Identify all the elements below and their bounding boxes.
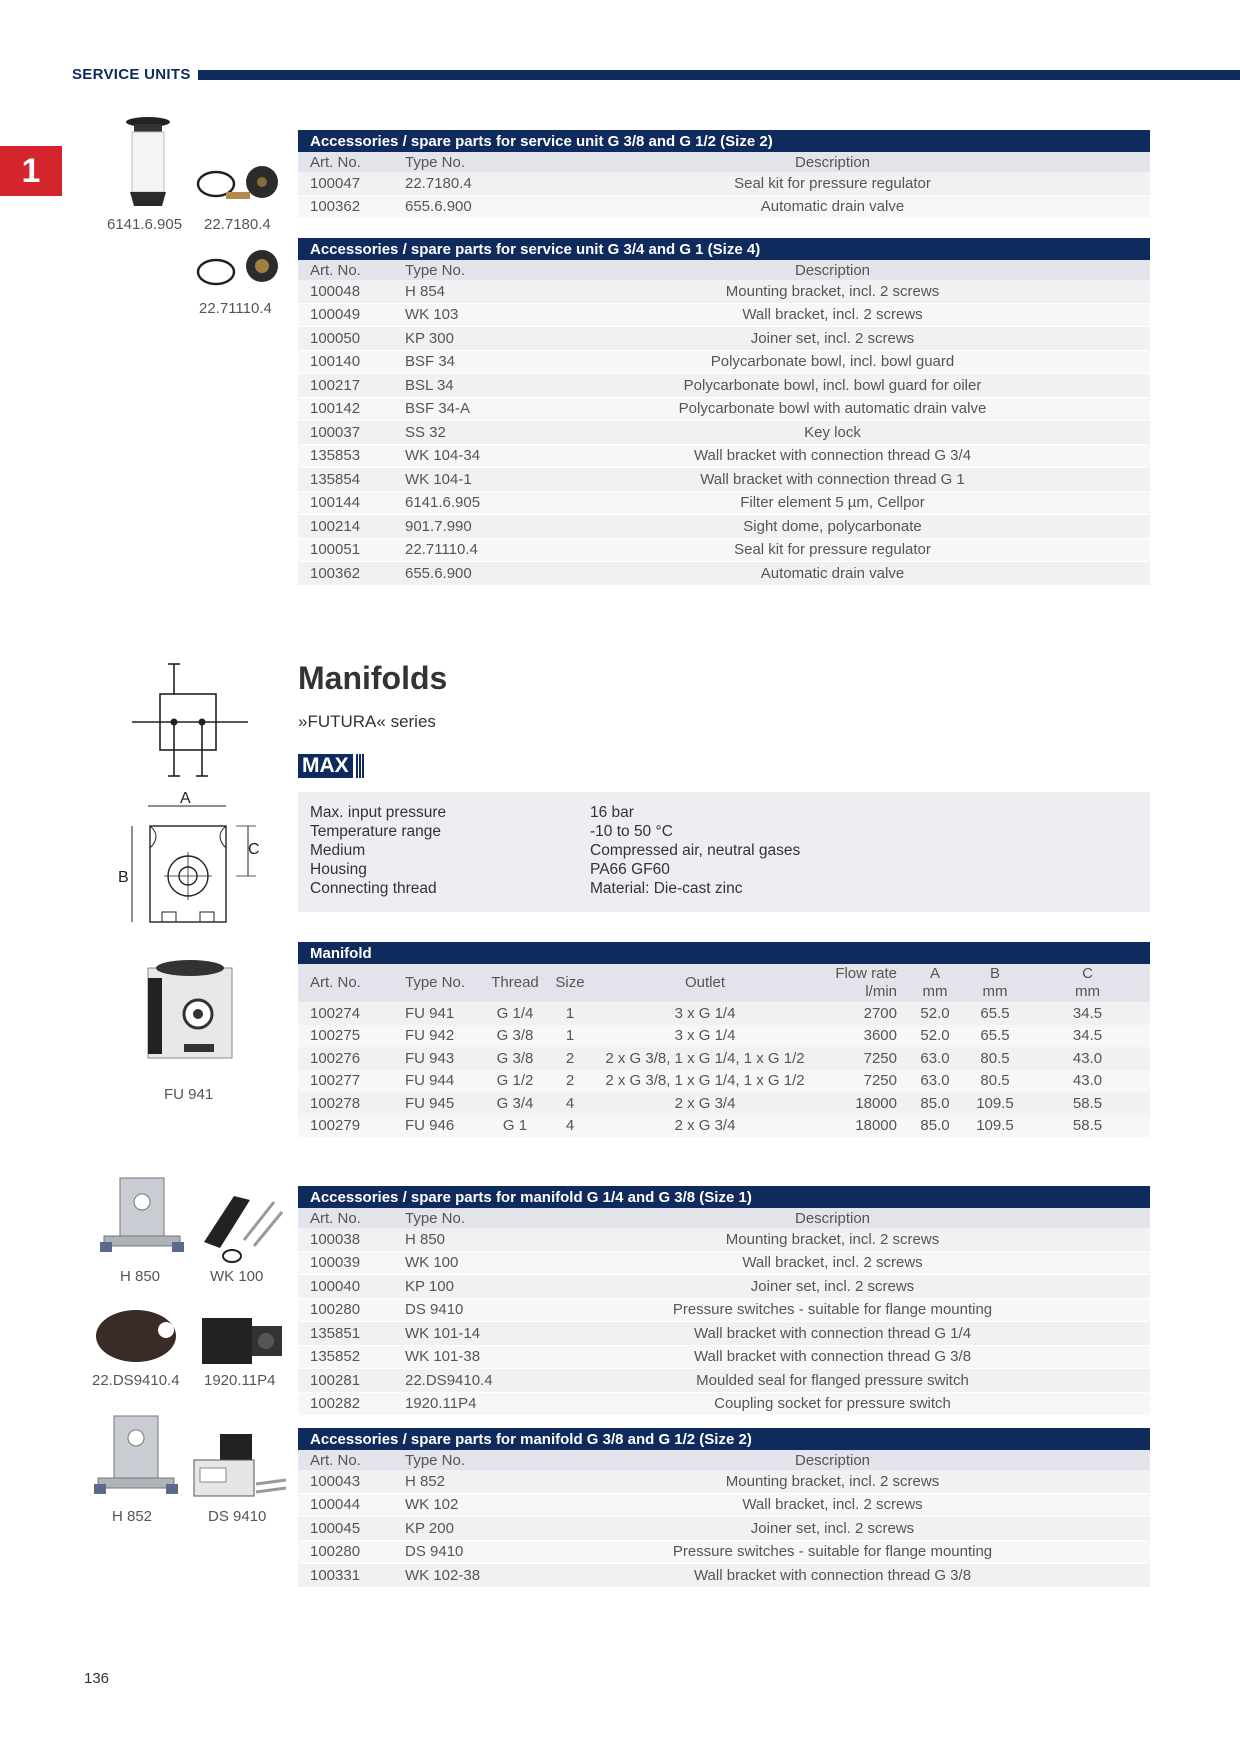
cell-type-no: FU 945 [405,1092,485,1115]
cell-art-no: 100047 [298,172,405,195]
cell-size: 1 [545,1025,595,1048]
cell-type-no: WK 104-1 [405,468,515,492]
cell-description: Wall bracket, incl. 2 screws [515,303,1150,327]
cell-type-no: BSL 34 [405,374,515,398]
spare-parts-table-manifold-size1 [298,1186,1150,1416]
manifold-table [298,942,1150,1137]
cell-type-no: KP 200 [405,1517,515,1541]
col-header-description: Description [515,260,1150,280]
section-title: Manifolds [298,660,448,696]
cell-description: Wall bracket with connection thread G 1 [515,468,1150,492]
table-row [298,1025,1150,1048]
table-row [298,468,1150,492]
cell-outlet: 2 x G 3/8, 1 x G 1/4, 1 x G 1/2 [595,1070,815,1093]
spec-label: Max. input pressure [310,804,447,821]
header-unit: l/min [865,983,897,1000]
table-row [298,327,1150,351]
cell-type-no: 22.DS9410.4 [405,1369,515,1393]
cell-type-no: KP 100 [405,1275,515,1299]
table-row [298,562,1150,586]
table-row [298,1228,1150,1251]
cell-description: Seal kit for pressure regulator [515,538,1150,562]
mounting-bracket-icon [100,1176,184,1258]
cell-art-no: 100037 [298,421,405,445]
pressure-switch-icon [190,1430,290,1502]
image-caption: 22.71110.4 [199,300,272,317]
cell-b: 109.5 [965,1092,1025,1115]
col-header-a [905,964,965,1002]
cell-outlet: 2 x G 3/4 [595,1115,815,1138]
header-unit: mm [922,983,948,1000]
table-row [298,1092,1150,1115]
cell-size: 1 [545,1002,595,1025]
cell-c: 58.5 [1025,1115,1150,1138]
cell-c: 34.5 [1025,1002,1150,1025]
badge-stripes [356,754,364,778]
cell-description: Automatic drain valve [515,562,1150,586]
spec-label: Temperature range [310,823,441,840]
cell-type-no: FU 946 [405,1115,485,1138]
cell-description: Sight dome, polycarbonate [515,515,1150,539]
spec-label: Connecting thread [310,880,437,897]
cell-type-no: 22.71110.4 [405,538,515,562]
cell-thread: G 3/8 [485,1025,545,1048]
cell-a: 85.0 [905,1115,965,1138]
section-label: SERVICE UNITS [72,66,191,83]
col-header-art-no: Art. No. [298,964,405,1002]
spec-value: Material: Die-cast zinc [590,880,743,897]
cell-type-no: FU 943 [405,1047,485,1070]
col-header-art-no: Art. No. [298,152,405,172]
cell-type-no: FU 944 [405,1070,485,1093]
cell-type-no: SS 32 [405,421,515,445]
cell-b: 80.5 [965,1070,1025,1093]
table-row [298,1564,1150,1588]
table-row [298,280,1150,303]
cell-art-no: 100140 [298,350,405,374]
cell-art-no: 100048 [298,280,405,303]
table-title: Accessories / spare parts for manifold G 3/8 and G 1/2 (Size 2) [298,1428,1150,1450]
table-row [298,1540,1150,1564]
dimension-label-b: B [118,869,129,886]
cell-art-no: 135853 [298,444,405,468]
cell-type-no: BSF 34-A [405,397,515,421]
table-row [298,1369,1150,1393]
cell-type-no: 22.7180.4 [405,172,515,195]
col-header-flow-rate [815,964,905,1002]
cell-art-no: 100274 [298,1002,405,1025]
cell-size: 4 [545,1115,595,1138]
spec-value: Compressed air, neutral gases [590,842,801,859]
cell-description: Pressure switches - suitable for flange mounting [515,1298,1150,1322]
col-header-thread: Thread [485,964,545,1002]
cell-description: Wall bracket, incl. 2 screws [515,1251,1150,1275]
cell-description: Automatic drain valve [515,195,1150,219]
col-header-type-no: Type No. [405,1208,515,1228]
cell-type-no: BSF 34 [405,350,515,374]
cell-art-no: 100144 [298,491,405,515]
col-header-type-no: Type No. [405,260,515,280]
table-row [298,397,1150,421]
table-row [298,1115,1150,1138]
cell-art-no: 100362 [298,195,405,219]
cell-art-no: 100331 [298,1564,405,1588]
table-row [298,1517,1150,1541]
table-row [298,1392,1150,1416]
table-row [298,538,1150,562]
col-header-art-no: Art. No. [298,1208,405,1228]
cell-description: Pressure switches - suitable for flange mounting [515,1540,1150,1564]
page-number: 136 [84,1670,110,1687]
header-bar [198,70,1240,80]
cell-art-no: 100276 [298,1047,405,1070]
table-title: Accessories / spare parts for service unit G 3/8 and G 1/2 (Size 2) [298,130,1150,152]
cell-type-no: WK 102 [405,1493,515,1517]
spare-parts-table-manifold-size2 [298,1428,1150,1588]
cell-type-no: KP 300 [405,327,515,351]
table-row [298,1493,1150,1517]
cell-size: 2 [545,1047,595,1070]
cell-type-no: 655.6.900 [405,562,515,586]
cell-description: Joiner set, incl. 2 screws [515,327,1150,351]
image-caption: H 852 [112,1508,153,1525]
cell-flow-rate: 2700 [815,1002,905,1025]
spec-value: 16 bar [590,804,634,821]
table-row [298,491,1150,515]
cell-art-no: 100275 [298,1025,405,1048]
table-row [298,374,1150,398]
coupling-socket-icon [200,1312,286,1368]
spare-parts-table-size2 [298,130,1150,219]
dimension-label-c: C [248,841,260,858]
max-badge: MAX [298,754,353,778]
cell-outlet: 2 x G 3/4 [595,1092,815,1115]
cell-type-no: 655.6.900 [405,195,515,219]
cell-size: 4 [545,1092,595,1115]
table-title: Accessories / spare parts for service unit G 3/4 and G 1 (Size 4) [298,238,1150,260]
cell-description: Wall bracket with connection thread G 1/4 [515,1322,1150,1346]
image-caption: DS 9410 [208,1508,267,1525]
table-row [298,195,1150,219]
cell-thread: G 3/8 [485,1047,545,1070]
cell-art-no: 100217 [298,374,405,398]
cell-a: 63.0 [905,1070,965,1093]
cell-type-no: H 852 [405,1470,515,1493]
manifold-product-icon [144,958,236,1062]
col-header-type-no: Type No. [405,1450,515,1470]
table-row [298,1345,1150,1369]
cell-description: Wall bracket with connection thread G 3/8 [515,1564,1150,1588]
spec-label: Medium [310,842,366,859]
cell-type-no: FU 942 [405,1025,485,1048]
cell-c: 34.5 [1025,1025,1150,1048]
cell-art-no: 100051 [298,538,405,562]
cell-art-no: 100142 [298,397,405,421]
cell-art-no: 100214 [298,515,405,539]
cell-description: Wall bracket with connection thread G 3/4 [515,444,1150,468]
cell-art-no: 100280 [298,1298,405,1322]
col-header-type-no: Type No. [405,964,485,1002]
table-title: Manifold [298,942,1150,964]
dimension-label-a: A [180,790,191,807]
cell-b: 65.5 [965,1002,1025,1025]
col-header-art-no: Art. No. [298,1450,405,1470]
cell-b: 109.5 [965,1115,1025,1138]
cell-art-no: 100278 [298,1092,405,1115]
image-caption: 1920.11P4 [204,1372,276,1389]
col-header-description: Description [515,1450,1150,1470]
cell-outlet: 3 x G 1/4 [595,1025,815,1048]
cell-description: Mounting bracket, incl. 2 screws [515,1470,1150,1493]
header-line: A [929,965,940,982]
table-row [298,303,1150,327]
cell-description: Wall bracket, incl. 2 screws [515,1493,1150,1517]
col-header-description: Description [515,1208,1150,1228]
chapter-tab: 1 [0,146,62,196]
col-header-outlet: Outlet [595,964,815,1002]
header-line: C [1082,965,1093,982]
cell-art-no: 100281 [298,1369,405,1393]
cell-description: Mounting bracket, incl. 2 screws [515,1228,1150,1251]
header-unit: mm [982,983,1008,1000]
specs-box [298,792,1150,912]
cell-flow-rate: 18000 [815,1115,905,1138]
cell-b: 80.5 [965,1047,1025,1070]
table-row [298,1298,1150,1322]
cell-art-no: 135851 [298,1322,405,1346]
cell-description: Polycarbonate bowl with automatic drain valve [515,397,1150,421]
image-caption: FU 941 [164,1086,214,1103]
cell-type-no: 6141.6.905 [405,491,515,515]
cell-c: 58.5 [1025,1092,1150,1115]
cell-a: 52.0 [905,1002,965,1025]
cell-flow-rate: 3600 [815,1025,905,1048]
cell-description: Filter element 5 µm, Cellpor [515,491,1150,515]
header-line: B [989,965,1000,982]
table-row [298,1470,1150,1493]
cell-outlet: 2 x G 3/8, 1 x G 1/4, 1 x G 1/2 [595,1047,815,1070]
cell-art-no: 100050 [298,327,405,351]
cell-description: Mounting bracket, incl. 2 screws [515,280,1150,303]
table-row [298,172,1150,195]
col-header-art-no: Art. No. [298,260,405,280]
cell-flow-rate: 18000 [815,1092,905,1115]
table-row [298,1275,1150,1299]
cell-type-no: WK 100 [405,1251,515,1275]
cell-description: Joiner set, incl. 2 screws [515,1275,1150,1299]
cell-flow-rate: 7250 [815,1047,905,1070]
mounting-bracket-icon [94,1414,178,1502]
cell-thread: G 1 [485,1115,545,1138]
cell-description: Coupling socket for pressure switch [515,1392,1150,1416]
cell-thread: G 1/2 [485,1070,545,1093]
cell-type-no: WK 101-38 [405,1345,515,1369]
header-unit: mm [1075,983,1100,1000]
cell-type-no: WK 104-34 [405,444,515,468]
cell-art-no: 100040 [298,1275,405,1299]
cell-art-no: 100277 [298,1070,405,1093]
cell-art-no: 100039 [298,1251,405,1275]
cell-type-no: WK 103 [405,303,515,327]
image-caption: 22.7180.4 [204,216,271,233]
cell-b: 65.5 [965,1025,1025,1048]
cell-art-no: 100044 [298,1493,405,1517]
col-header-b [965,964,1025,1002]
table-row [298,350,1150,374]
cell-type-no: H 850 [405,1228,515,1251]
cell-a: 52.0 [905,1025,965,1048]
cell-type-no: H 854 [405,280,515,303]
series-label: »FUTURA« series [298,712,436,731]
cell-thread: G 3/4 [485,1092,545,1115]
cell-description: Key lock [515,421,1150,445]
spec-value: PA66 GF60 [590,861,670,878]
spec-value: -10 to 50 °C [590,823,673,840]
cell-a: 85.0 [905,1092,965,1115]
cell-art-no: 100038 [298,1228,405,1251]
cell-c: 43.0 [1025,1070,1150,1093]
cell-size: 2 [545,1070,595,1093]
cell-art-no: 100362 [298,562,405,586]
manifold-symbol-icon [132,664,248,778]
cell-description: Polycarbonate bowl, incl. bowl guard for oiler [515,374,1150,398]
table-title: Accessories / spare parts for manifold G 1/4 and G 3/8 (Size 1) [298,1186,1150,1208]
seal-kit-icon [196,166,284,210]
cell-type-no: WK 102-38 [405,1564,515,1588]
table-row [298,1070,1150,1093]
table-row [298,1047,1150,1070]
cell-a: 63.0 [905,1047,965,1070]
cell-description: Joiner set, incl. 2 screws [515,1517,1150,1541]
cell-art-no: 100280 [298,1540,405,1564]
col-header-type-no: Type No. [405,152,515,172]
image-caption: 22.DS9410.4 [92,1372,180,1389]
cell-art-no: 100043 [298,1470,405,1493]
cell-art-no: 100282 [298,1392,405,1416]
table-row [298,515,1150,539]
wall-bracket-icon [194,1190,284,1266]
col-header-c [1025,964,1150,1002]
image-caption: 6141.6.905 [107,216,183,233]
cell-art-no: 100045 [298,1517,405,1541]
table-row [298,1251,1150,1275]
seal-kit-icon [196,250,284,290]
cell-type-no: WK 101-14 [405,1322,515,1346]
cell-description: Polycarbonate bowl, incl. bowl guard [515,350,1150,374]
cell-type-no: DS 9410 [405,1540,515,1564]
col-header-description: Description [515,152,1150,172]
cell-art-no: 100279 [298,1115,405,1138]
col-header-size: Size [545,964,595,1002]
cell-description: Wall bracket with connection thread G 3/8 [515,1345,1150,1369]
cell-c: 43.0 [1025,1047,1150,1070]
cell-art-no: 100049 [298,303,405,327]
cell-type-no: DS 9410 [405,1298,515,1322]
cell-thread: G 1/4 [485,1002,545,1025]
cell-type-no: 901.7.990 [405,515,515,539]
table-row [298,421,1150,445]
cell-description: Seal kit for pressure regulator [515,172,1150,195]
cell-type-no: 1920.11P4 [405,1392,515,1416]
spare-parts-table-size4 [298,238,1150,586]
spec-label: Housing [310,861,367,878]
cell-art-no: 135854 [298,468,405,492]
image-caption: WK 100 [210,1268,264,1285]
table-row [298,1002,1150,1025]
dimension-drawing [116,790,266,928]
cell-art-no: 135852 [298,1345,405,1369]
cell-flow-rate: 7250 [815,1070,905,1093]
filter-element-icon [120,116,176,212]
table-row [298,444,1150,468]
header-line: Flow rate [835,965,897,982]
moulded-seal-icon [94,1306,184,1366]
cell-type-no: FU 941 [405,1002,485,1025]
cell-outlet: 3 x G 1/4 [595,1002,815,1025]
table-row [298,1322,1150,1346]
image-caption: H 850 [120,1268,161,1285]
cell-description: Moulded seal for flanged pressure switch [515,1369,1150,1393]
